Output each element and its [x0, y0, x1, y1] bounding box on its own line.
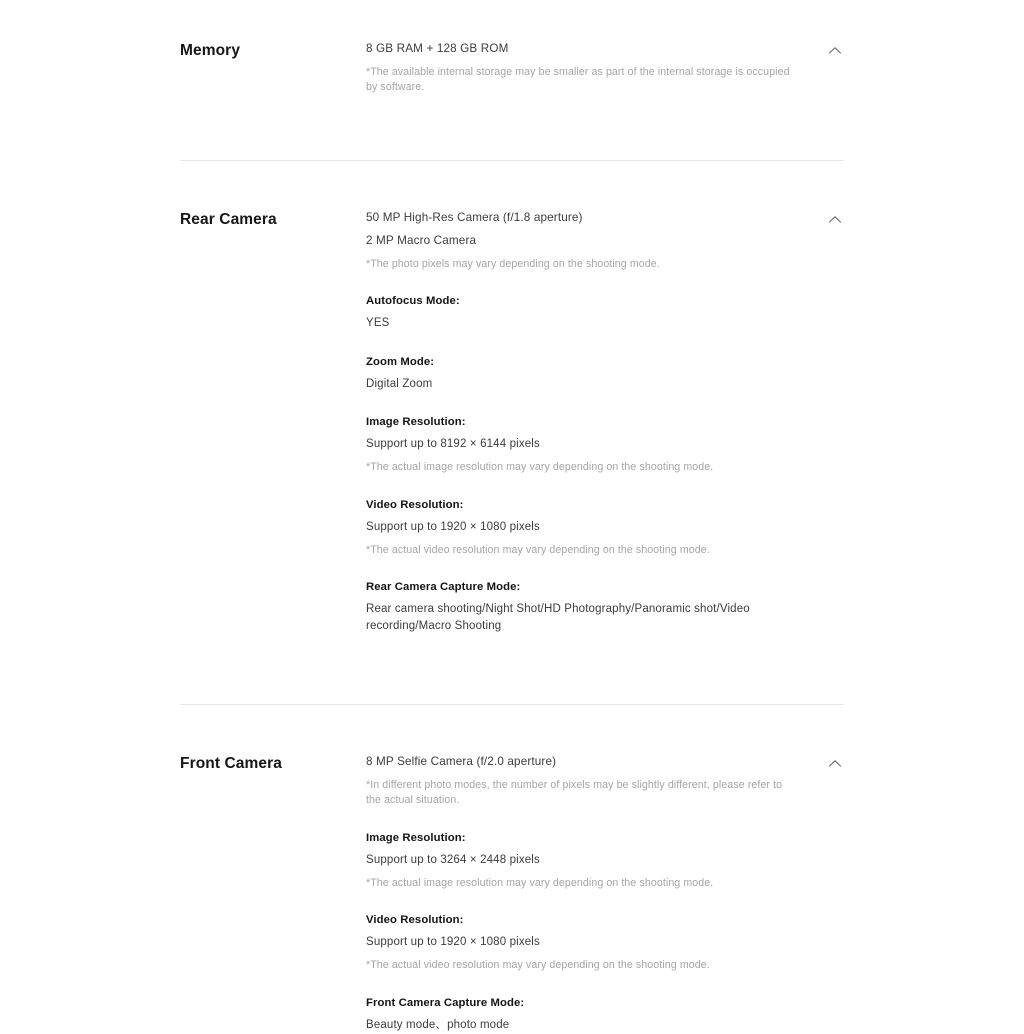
spec-line: 8 GB RAM + 128 GB ROM	[366, 42, 509, 55]
sub-label-video-resolution: Video Resolution:	[366, 914, 464, 927]
chevron-up-icon[interactable]	[826, 755, 844, 773]
sub-label-image-resolution: Image Resolution:	[366, 831, 466, 844]
spacer	[0, 636, 1024, 704]
sub-value-image-resolution: Support up to 3264 × 2448 pixels	[366, 853, 540, 866]
spec-note: *The actual video resolution may vary depending on the shooting mode.	[366, 959, 710, 972]
spec-note: *The available internal storage may be smaller as part of the internal storage is occupied by software.	[366, 66, 790, 94]
sub-value-autofocus-mode: YES	[366, 317, 390, 330]
section-title: Rear Camera	[180, 210, 277, 228]
sub-label-front-camera-capture-mode: Front Camera Capture Mode:	[366, 996, 525, 1009]
sub-label-image-resolution: Image Resolution:	[366, 415, 466, 428]
spec-note: *In different photo modes, the number of pixels may be slightly different, please refer to the actual situation.	[366, 778, 783, 807]
section-title: Front Camera	[180, 754, 282, 772]
spec-section-front-camera	[0, 753, 1024, 1034]
spacer	[0, 705, 1024, 753]
sub-value-zoom-mode: Digital Zoom	[366, 377, 433, 390]
spec-note: *The actual image resolution may vary depending on the shooting mode.	[366, 876, 714, 889]
spec-line: 2 MP Macro Camera	[366, 233, 477, 247]
spacer	[0, 96, 1024, 160]
section-title: Memory	[180, 42, 241, 59]
section-body	[366, 209, 844, 636]
chevron-up-icon[interactable]	[826, 211, 844, 229]
chevron-up-icon[interactable]	[826, 42, 844, 60]
section-body	[366, 753, 844, 1034]
spec-note: *The actual video resolution may vary depending on the shooting mode.	[366, 543, 710, 556]
sub-value-front-camera-capture-mode: Beauty mode、photo mode	[366, 1018, 510, 1031]
spec-section-rear-camera	[0, 209, 1024, 636]
spec-line: 8 MP Selfie Camera (f/2.0 aperture)	[366, 754, 557, 768]
sub-label-video-resolution: Video Resolution:	[366, 498, 464, 511]
sub-value-video-resolution: Support up to 1920 × 1080 pixels	[366, 520, 540, 533]
section-body	[366, 40, 844, 96]
spec-line: 50 MP High-Res Camera (f/1.8 aperture)	[366, 210, 583, 224]
sub-label-zoom-mode: Zoom Mode:	[366, 355, 435, 368]
spacer	[0, 161, 1024, 209]
spec-note: *The actual image resolution may vary depending on the shooting mode.	[366, 461, 714, 474]
spec-section-memory	[0, 0, 1024, 96]
sub-label-rear-camera-capture-mode: Rear Camera Capture Mode:	[366, 581, 521, 594]
sub-value-rear-camera-capture-mode: Rear camera shooting/Night Shot/HD Photography/Panoramic shot/Video recording/Macro Shooting	[366, 603, 750, 633]
sub-label-autofocus-mode: Autofocus Mode:	[366, 295, 460, 308]
sub-value-video-resolution: Support up to 1920 × 1080 pixels	[366, 936, 540, 949]
spec-note: *The photo pixels may vary depending on the shooting mode.	[366, 258, 660, 271]
sub-value-image-resolution: Support up to 8192 × 6144 pixels	[366, 437, 540, 450]
